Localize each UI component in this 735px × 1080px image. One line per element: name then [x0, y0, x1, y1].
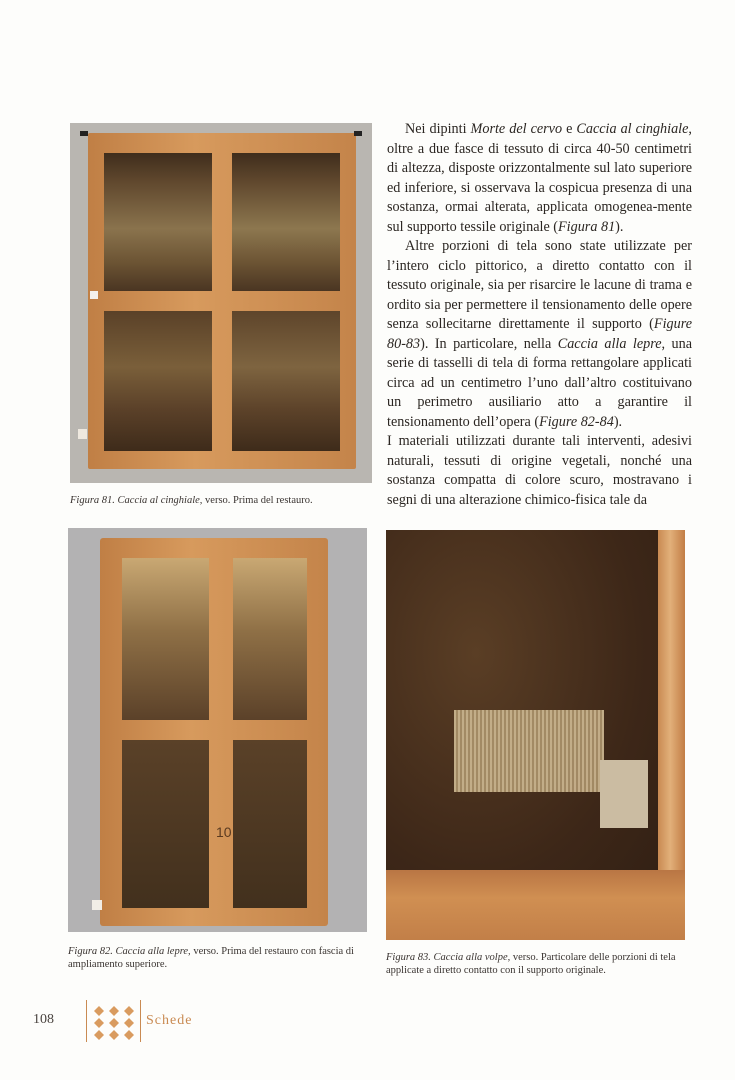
figure-82-image — [68, 528, 367, 932]
caption-label: Figura 82. Caccia alla lepre, — [68, 946, 191, 957]
text-segment: e — [562, 121, 577, 137]
canvas-panel-bottom-left — [122, 740, 209, 908]
paper-patch — [600, 760, 648, 828]
italic-segment: Caccia al cinghiale — [576, 121, 689, 137]
label-tag — [92, 900, 102, 910]
italic-segment: Figure 80-83 — [387, 316, 692, 352]
canvas-patch — [454, 710, 604, 792]
canvas-panel-top-left — [104, 153, 212, 291]
text-segment: ). In particolare, nella — [420, 335, 558, 352]
stretcher-inscription: 10 — [216, 824, 232, 840]
canvas-panel-bottom-right — [233, 740, 307, 908]
diamond-ornament-icon — [92, 1004, 136, 1042]
body-paragraph — [387, 120, 692, 237]
canvas-panel-top-right — [233, 558, 307, 720]
text-segment: , una serie di tasselli di tela di forma rettangolare applicati circa ad un centimetro l’uno dall’altro costituivano un perimetro ausiliario atto a garantire il tensionamento dell’opera ( — [387, 335, 692, 430]
text-segment: Altre porzioni di tela sono state utilizzate per l’intero ciclo pittorico, a diretto contatto con il tessuto originale, sia per risarcire le lacune di trama e ordito sia per permettere il tensionamento delle opere senza sollecitarne direttamente il supporto ( — [387, 238, 692, 332]
italic-segment: Morte del cervo — [470, 121, 563, 137]
italic-segment: Figure 82-84 — [539, 413, 614, 430]
text-segment: I materiali utilizzati durante tali interventi, adesivi naturali, tessuti di origine vegetali, nonché una sostanza compatta di colore scuro, mostravano i segni di una alterazione chimico-fisica tale da — [387, 433, 692, 508]
figure-83-image — [386, 530, 685, 940]
canvas-panel-bottom-left — [104, 311, 212, 451]
caption-text: verso. Particolare delle porzioni di tela applicate a diretto contatto con il supporto originale. — [386, 952, 676, 976]
corner-tab — [80, 131, 88, 136]
section-title: Schede — [146, 1013, 193, 1028]
text-segment: ). — [613, 413, 623, 430]
text-segment: ). — [615, 218, 624, 235]
stretcher-bar-horizontal — [386, 870, 685, 940]
corner-tab — [354, 131, 362, 136]
text-segment: , oltre a due fasce di tessuto di circa 40-50 centimetri di altezza, disposte orizzontalmente sul lato superiore ed inferiore, si osservava la cospicua presenza di una sostanza, ormai alterata, applicata omogenea-mente sul supporto tessile originale ( — [387, 121, 692, 235]
body-paragraph — [387, 237, 692, 432]
canvas-panel-bottom-right — [232, 311, 340, 451]
text-segment: Nei dipinti — [405, 121, 471, 137]
stretcher-bar-vertical — [658, 530, 685, 875]
footer-rule-right — [140, 1000, 141, 1042]
footer-rule-left — [86, 1000, 87, 1042]
figure-81-caption — [70, 494, 370, 507]
page-number: 108 — [33, 1012, 54, 1027]
label-tag — [78, 429, 87, 439]
caption-label: Figura 83. Caccia alla volpe, — [386, 952, 511, 963]
caption-text: verso. Prima del restauro con fascia di ampliamento superiore. — [68, 946, 354, 970]
italic-segment: Figura 81 — [558, 218, 616, 235]
body-text — [387, 120, 692, 510]
italic-segment: Caccia alla lepre — [557, 335, 662, 352]
figure-81-image — [70, 123, 372, 483]
label-tag — [90, 291, 98, 299]
figure-82-caption — [68, 945, 366, 971]
figure-83-caption — [386, 951, 686, 977]
caption-text: verso. Prima del restauro. — [202, 495, 313, 506]
canvas-panel-top-right — [232, 153, 340, 291]
canvas-panel-top-left — [122, 558, 209, 720]
caption-label: Figura 81. Caccia al cinghiale, — [70, 495, 203, 506]
body-paragraph — [387, 432, 692, 510]
